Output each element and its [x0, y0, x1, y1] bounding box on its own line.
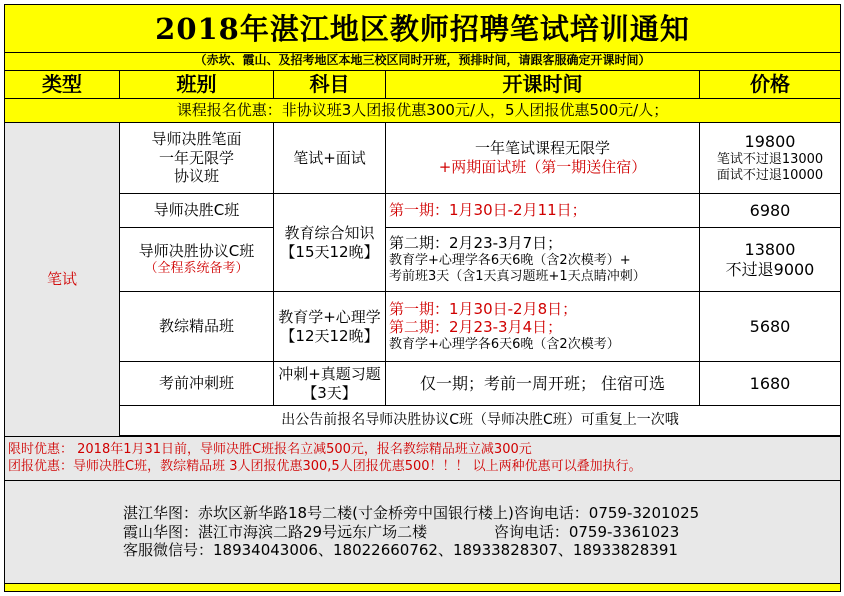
price-cell-r4: 5680 — [700, 292, 841, 362]
subject-cell-r2 — [274, 194, 386, 292]
header-class: 班别 — [120, 71, 274, 99]
subject-cell-r4 — [274, 292, 386, 362]
price-cell-r2: 6980 — [700, 194, 841, 228]
schedule-line: 教育学+心理学各6天6晚（含2次模考） — [389, 337, 620, 353]
subject-line: 【15天12晚】 — [280, 242, 379, 261]
class-line: 一年无限学 — [158, 148, 234, 167]
page-subtitle: （赤坎、霞山、及招考地区本地三校区同时开班，预排时间，请跟客服确定开课时间） — [5, 53, 841, 71]
subject-cell-r5 — [274, 362, 386, 406]
contact-zhanjiang: 湛江华图：赤坎区新华路18号二楼(寸金桥旁中国银行楼上)咨询电话：0759-3201025 — [123, 503, 700, 522]
header-schedule: 开课时间 — [386, 71, 700, 99]
price-refund-note: 不过退9000 — [725, 259, 815, 279]
schedule-line-highlight: +两期面试班（第一期送住宿） — [438, 158, 647, 176]
class-cell-r5: 考前冲刺班 — [120, 362, 274, 406]
schedule-cell-r1 — [386, 123, 700, 194]
price-cell-r3 — [700, 228, 841, 292]
training-schedule-table — [4, 4, 841, 592]
offer-limited-time: 限时优惠： 2018年1月31日前，导师决胜C班报名立减500元，报名教综精品班立减300元 — [8, 442, 532, 458]
header-type: 类型 — [5, 71, 120, 99]
contact-xiashan: 霞山华图：湛江市海滨二路29号远东广场二楼 咨询电话：0759-3361023 — [123, 522, 680, 541]
price-refund-note: 笔试不过退13000 — [716, 151, 824, 167]
class-line: 导师决胜笔面 — [151, 129, 242, 148]
contact-wechat: 客服微信号：18934043006、18022660762、18933828307、18933828391 — [123, 541, 678, 560]
schedule-line: 一年笔试课程无限学 — [474, 139, 610, 158]
schedule-cell-r4 — [386, 292, 700, 362]
price-cell-r1 — [700, 123, 841, 194]
class-cell-r3 — [120, 228, 274, 292]
type-label: 笔试 — [5, 123, 120, 437]
class-cell-r1 — [120, 123, 274, 194]
subject-line: 教育学+心理学 — [278, 307, 381, 326]
promo-line: 课程报名优惠：非协议班3人团报优惠300元/人，5人团报优惠500元/人； — [5, 99, 841, 123]
contacts-block — [5, 481, 841, 584]
class-cell-r4: 教综精品班 — [120, 292, 274, 362]
schedule-cell-r3 — [386, 228, 700, 292]
subject-line: 【12天12晚】 — [280, 326, 379, 345]
price-cell-r5: 1680 — [700, 362, 841, 406]
bottom-strip — [5, 584, 841, 592]
subject-line: 教育综合知识 — [284, 223, 375, 242]
subject-cell-r1: 笔试+面试 — [274, 123, 386, 194]
offers-block — [5, 437, 841, 481]
subject-line: 冲刺+真题习题 — [278, 364, 381, 383]
page-title: 2018年湛江地区教师招聘笔试培训通知 — [5, 5, 841, 53]
header-subject: 科目 — [274, 71, 386, 99]
schedule-line-highlight: 第二期：2月23-3月4日； — [389, 318, 563, 337]
class-line: 导师决胜协议C班 — [138, 242, 255, 260]
price-value: 13800 — [744, 239, 796, 259]
schedule-line-highlight: 第一期：1月30日-2月8日； — [389, 299, 578, 318]
schedule-line: 考前班3天（含1天真习题班+1天点睛冲刺） — [389, 268, 646, 284]
offer-group: 团报优惠：导师决胜C班，教综精品班 3人团报优惠300,5人团报优惠500！！！ 以上两种优惠可以叠加执行。 — [8, 458, 642, 474]
class-cell-r2: 导师决胜C班 — [120, 194, 274, 228]
schedule-cell-r5: 仅一期；考前一周开班； 住宿可选 — [386, 362, 700, 406]
repeat-study-note: 出公告前报名导师决胜协议C班（导师决胜C班）可重复上一次哦 — [120, 406, 841, 436]
subject-line: 【3天】 — [302, 383, 357, 402]
schedule-line: 第二期：2月23-3月7日； — [389, 233, 563, 252]
schedule-cell-r2: 第一期：1月30日-2月11日； — [386, 194, 700, 228]
class-note: （全程系统备考） — [144, 260, 249, 276]
class-line: 协议班 — [173, 167, 219, 186]
price-refund-note: 面试不过退10000 — [716, 168, 824, 183]
schedule-line: 教育学+心理学各6天6晚（含2次模考）+ — [389, 252, 631, 268]
header-price: 价格 — [700, 71, 841, 99]
price-value: 19800 — [744, 131, 796, 151]
